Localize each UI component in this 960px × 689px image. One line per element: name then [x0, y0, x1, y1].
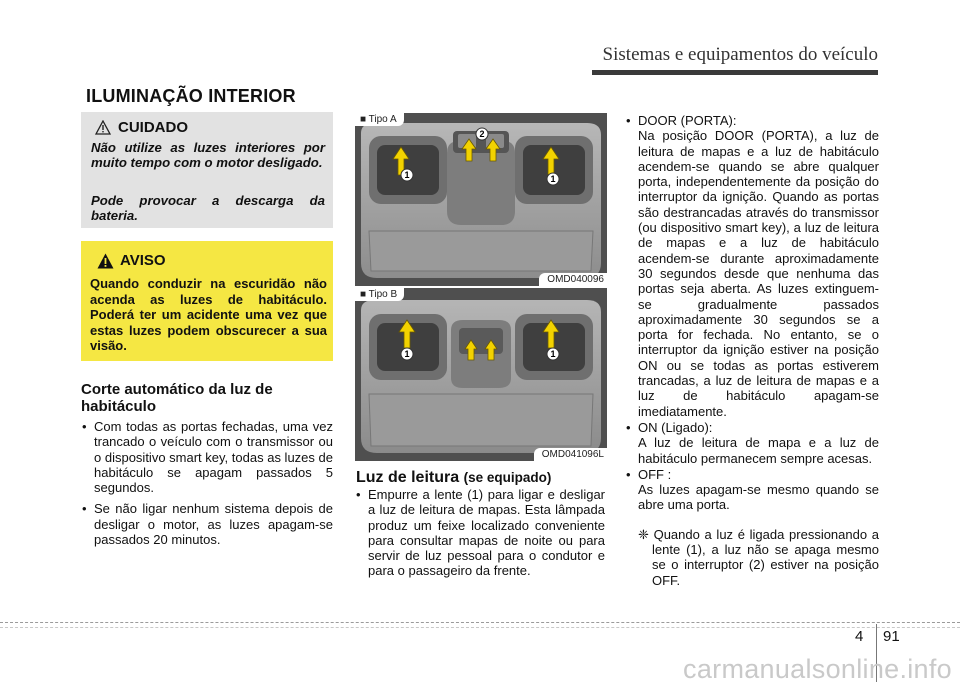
figure-tag: ■ Tipo A — [355, 113, 404, 126]
mode-on-label: • ON (Ligado): — [625, 420, 879, 435]
map-light-list — [355, 487, 605, 579]
callout-label: 2 — [479, 129, 485, 139]
callout-label: 1 — [550, 349, 556, 359]
map-light-heading-text: Luz de leitura — [356, 469, 460, 486]
map-light-heading-suffix: (se equipado) — [463, 470, 552, 485]
figure-tag: ■ Tipo B — [355, 288, 404, 301]
mode-off-text: As luzes apagam-se mesmo quando se abre uma porta. — [638, 482, 879, 513]
warning-triangle-icon — [97, 253, 114, 269]
watermark: carmanualsonline.info — [683, 654, 952, 684]
list-item: • Se não ligar nenhum sistema depois de desligar o motor, as luzes apagam-se passados 20 minutos. — [81, 501, 333, 547]
footer-divider — [0, 622, 960, 623]
mode-door-text: Na posição DOOR (PORTA), a luz de leitura de mapas e a luz de habitáculo acendem-se quando se abre qualquer porta, independentemente da posição do interruptor da ignição. Quando as portas são destrancadas através do transmissor (ou dispositivo smart key), a luz de leitura de mapas e a luz de habitáculo acendem-se durante aproximadamente 30 segundos desde que nenhuma das portas seja aberta. As luzes extinguem-se gradualmente passados aproximadamente 30 segundos se a porta for fechada. No entanto, se o interruptor da ignição estiver na posição ON ou se todas as portas estiverem trancadas, a luz de leitura de mapas e a luz de habitáculo apagam-se imediatamente. — [638, 128, 879, 419]
chapter-number: 4 — [855, 628, 864, 645]
section-title: Sistemas e equipamentos do veículo — [602, 44, 878, 65]
header-divider — [592, 70, 878, 75]
warning-title: AVISO — [120, 252, 166, 269]
mode-door-label: • DOOR (PORTA): — [625, 113, 879, 128]
figure-type-b — [355, 288, 607, 461]
footer-divider — [0, 627, 960, 628]
figure-code: OMD041096L — [534, 448, 607, 461]
figure-type-a — [355, 113, 607, 286]
map-light-heading — [356, 469, 551, 487]
list-item: • Empurre a lente (1) para ligar e desligar a luz de leitura de mapas. Esta lâmpada produz um feixe localizado conveniente para consultar mapas de noite ou para servir de luz pessoal para o condutor e para o passageiro da frente. — [355, 487, 605, 579]
warning-header — [97, 252, 166, 269]
overhead-console-illustration — [355, 113, 607, 286]
figure-code: OMD040096 — [539, 273, 607, 286]
warning-box — [81, 241, 333, 361]
callout-label: 1 — [550, 174, 556, 184]
light-modes — [625, 113, 879, 588]
list-item: • Com todas as portas fechadas, uma vez trancado o veículo com o transmissor ou o dispositivo smart key, todas as luzes de habitáculo se apagam passados 5 segundos. — [81, 419, 333, 495]
warning-text: Quando conduzir na escuridão não acenda as luzes de habitáculo. Poderá ter um acidente uma vez que estas luzes podem obscurecer a sua visão. — [90, 276, 327, 353]
caution-title: CUIDADO — [118, 119, 188, 136]
callout-label: 1 — [404, 349, 410, 359]
caution-text-2: Pode provocar a descarga da bateria. — [91, 193, 325, 223]
caution-text-1: Não utilize as luzes interiores por muito tempo com o motor desligado. — [91, 140, 325, 170]
mode-off-label: • OFF : — [625, 467, 879, 482]
caution-box — [81, 112, 333, 228]
auto-cut-list — [81, 419, 333, 553]
auto-cut-heading: Corte automático da luz de habitáculo — [81, 381, 273, 415]
page-number: 91 — [883, 628, 900, 645]
mode-on-text: A luz de leitura de mapa e a luz de habitáculo permanecem sempre acesas. — [638, 435, 879, 466]
overhead-console-illustration — [355, 288, 607, 461]
warning-triangle-icon — [95, 120, 111, 135]
page-heading: ILUMINAÇÃO INTERIOR — [86, 86, 296, 106]
callout-label: 1 — [404, 170, 410, 180]
note-text: ❈ Quando a luz é ligada pressionando a lente (1), a luz não se apaga mesmo se o interruptor (2) estiver na posição OFF. — [638, 526, 879, 588]
caution-header — [95, 119, 188, 136]
